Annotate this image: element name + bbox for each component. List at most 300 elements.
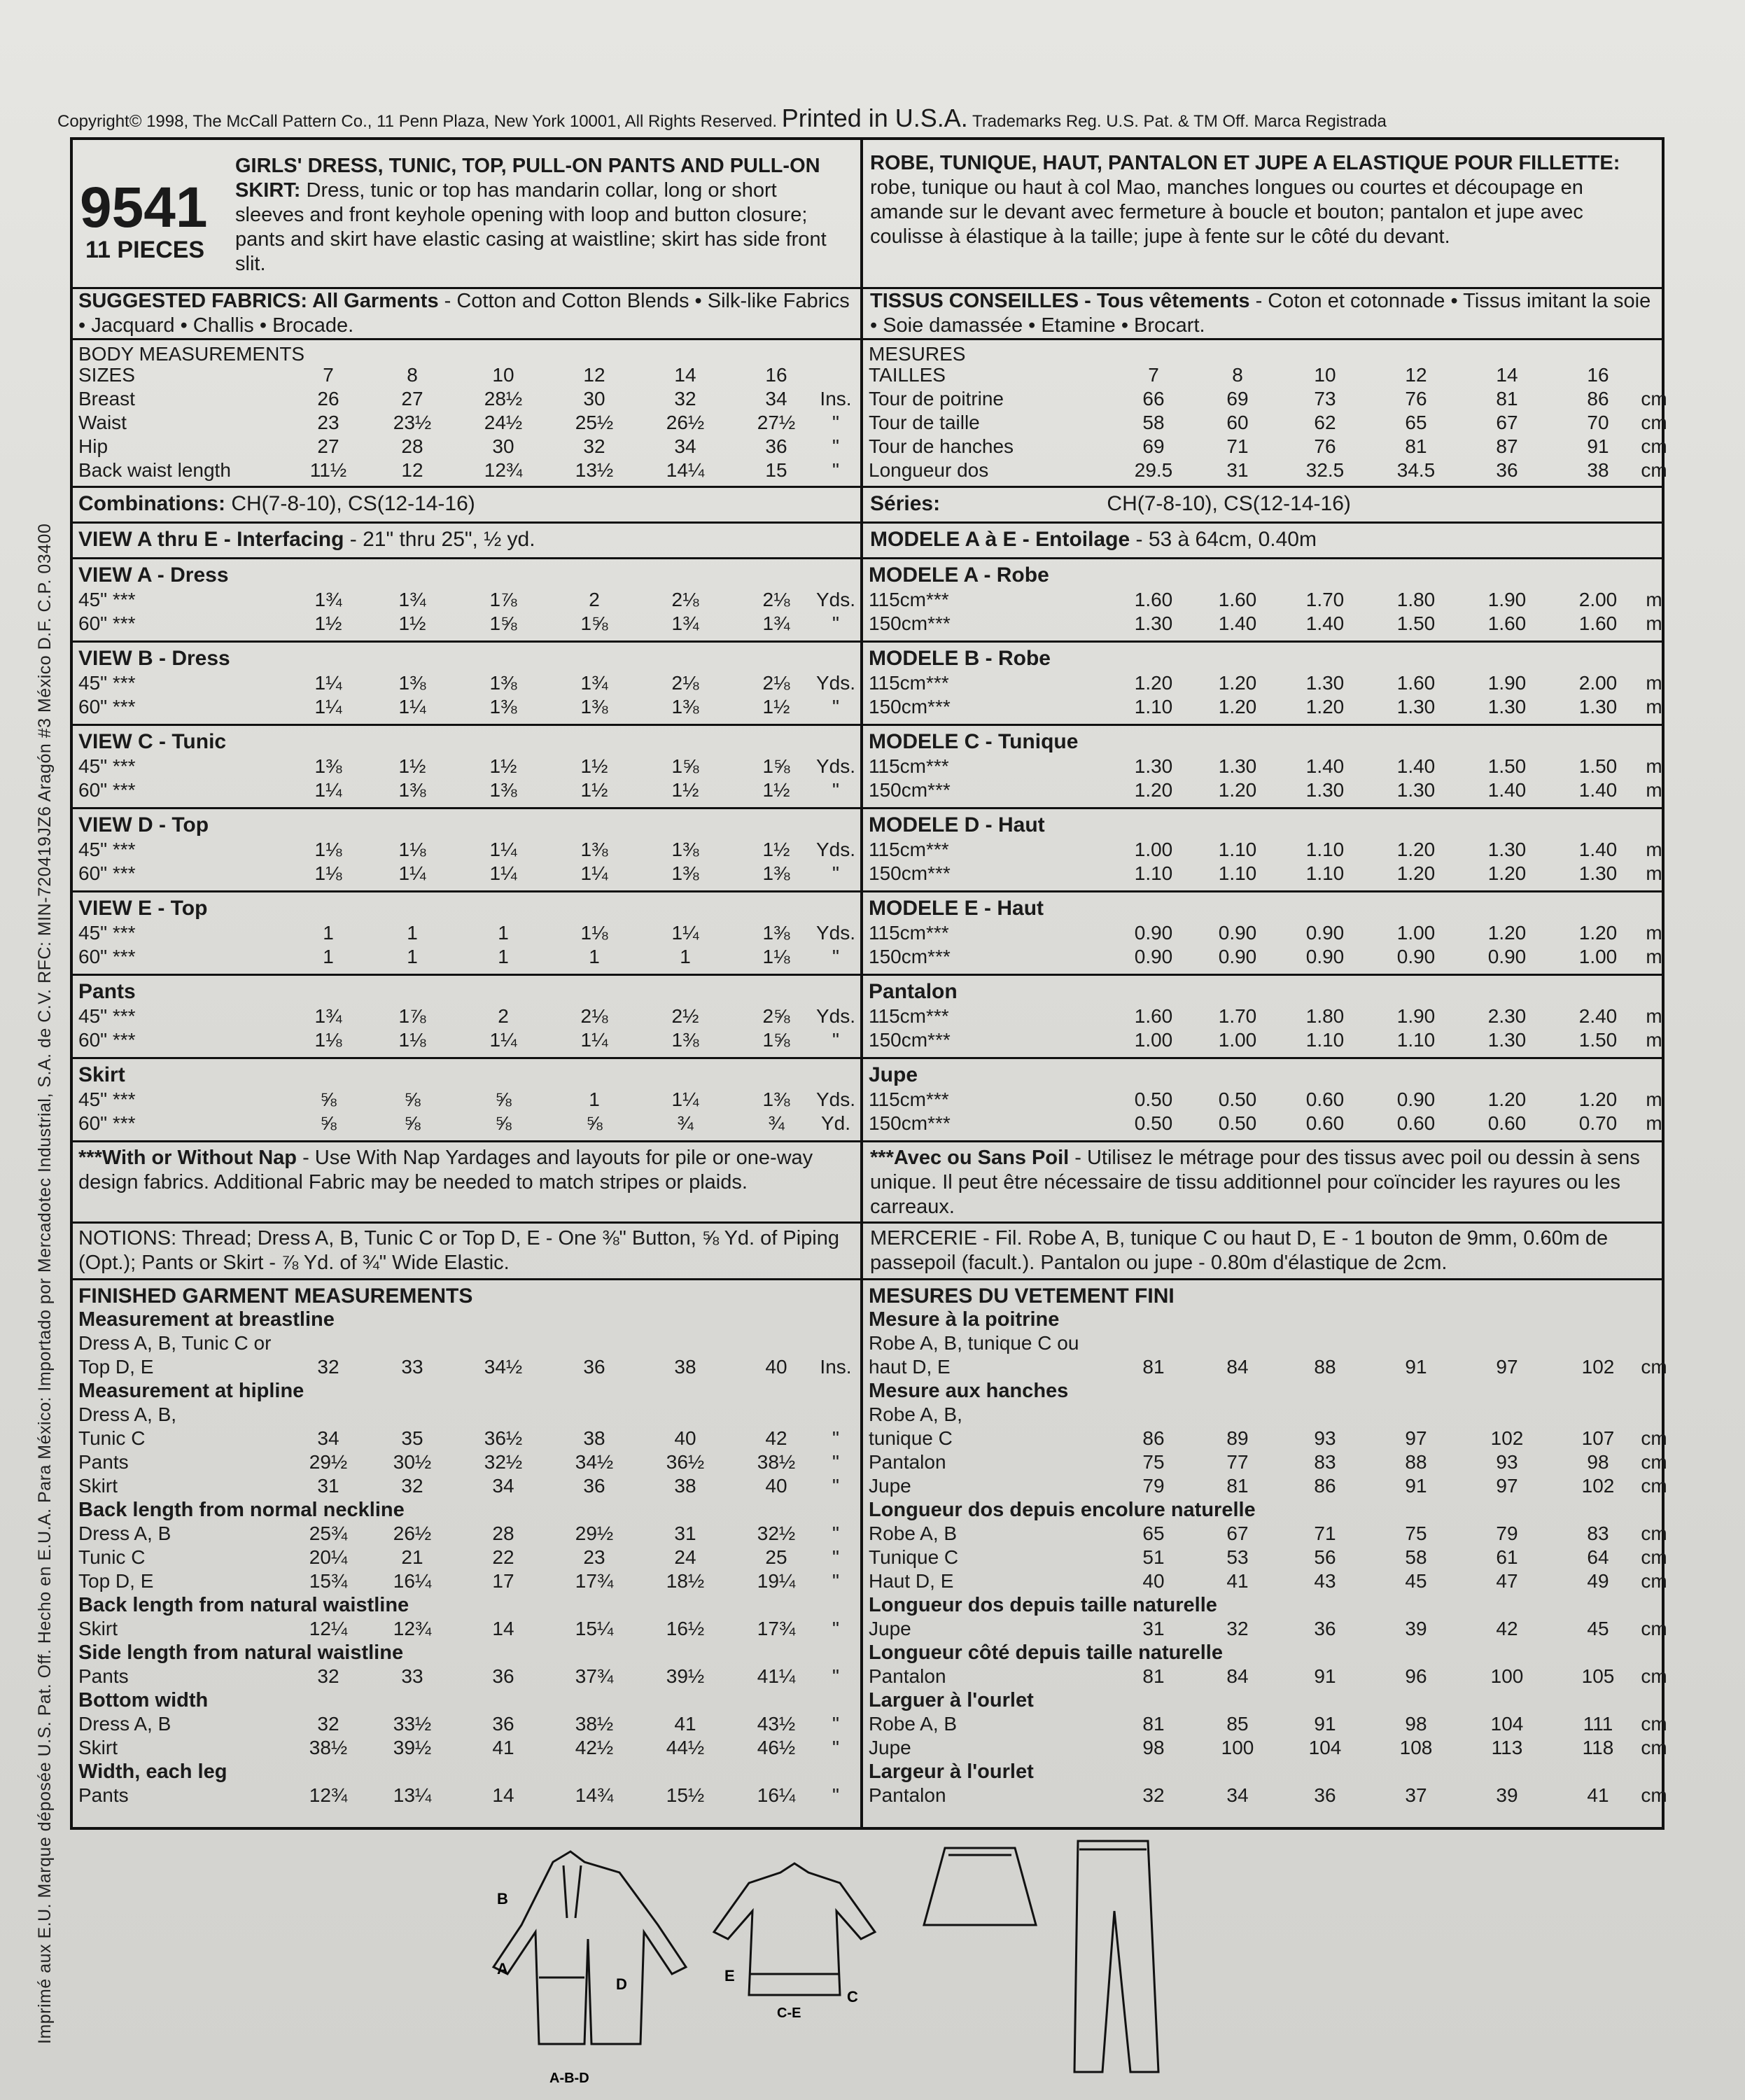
- fr-fabrics: [870, 289, 1654, 338]
- en-view-section: [73, 559, 860, 643]
- en-row-label: 60" ***: [78, 612, 136, 634]
- fr-finished-subheading: Longueur dos depuis encolure naturelle: [869, 1499, 1256, 1521]
- fr-row-unit: m: [1646, 672, 1662, 694]
- en-row-value: 36½: [666, 1451, 705, 1473]
- fr-row-value: 104: [1490, 1713, 1524, 1735]
- fr-title-bold: ROBE, TUNIQUE, HAUT, PANTALON ET JUPE A ELASTIQUE POUR FILLETTE:: [870, 152, 1620, 174]
- en-title: [235, 154, 851, 276]
- fr-row-value: 81: [1142, 1713, 1165, 1735]
- fr-row-value: 0.90: [1134, 922, 1173, 944]
- fr-body-header: MESURES: [869, 343, 966, 365]
- fr-data-row: [863, 589, 1662, 612]
- en-finished-subheading: Back length from natural waistline: [78, 1594, 409, 1616]
- en-row-unit: Yds.: [815, 755, 856, 777]
- en-nap: [78, 1146, 855, 1195]
- dress-caption: A-B-D: [549, 2071, 589, 2086]
- fr-sizes-label: TAILLES: [869, 364, 946, 386]
- en-row-value: 39½: [393, 1737, 432, 1758]
- fr-data-row: [863, 862, 1662, 886]
- fr-data-row: [863, 922, 1662, 946]
- en-data-row: [73, 1427, 860, 1451]
- en-fabrics-text: - Cotton and Cotton Blends • Silk-like Fabrics • Jacquard • Challis • Brocade.: [78, 290, 850, 337]
- fr-row-value: 67: [1226, 1522, 1249, 1544]
- en-row-value: 25½: [575, 412, 614, 433]
- fr-data-row: [863, 1475, 1667, 1499]
- fr-row-label: Robe A, B: [869, 1713, 958, 1735]
- fr-row-value: 85: [1226, 1713, 1249, 1735]
- fr-size-value: 14: [1496, 364, 1518, 386]
- en-row-value: 1½: [398, 755, 426, 777]
- en-row-value: 1¼: [314, 779, 342, 801]
- fr-row-value: 76: [1314, 435, 1336, 457]
- en-row-value: 1½: [314, 612, 342, 634]
- en-row-value: 1¼: [314, 672, 342, 694]
- en-row-label: Dress A, B: [78, 1713, 171, 1735]
- fr-finished-measurements: [863, 1280, 1667, 1827]
- fr-row-value: 39: [1405, 1618, 1427, 1639]
- en-row-value: 12¼: [309, 1618, 348, 1639]
- en-row-value: 15½: [666, 1784, 705, 1806]
- en-row-value: 27: [401, 388, 423, 410]
- en-sizes-row: [73, 364, 860, 388]
- fr-row-value: 1.40: [1305, 755, 1345, 777]
- en-row-value: 38½: [309, 1737, 348, 1758]
- en-row-value: 1: [680, 946, 691, 967]
- en-size-value: 16: [765, 364, 787, 386]
- en-row-value: 2⅝: [762, 1005, 790, 1027]
- en-row-value: 39½: [666, 1665, 705, 1687]
- en-row-value: 26½: [393, 1522, 432, 1544]
- en-interfacing-value: - 21" thru 25", ½ yd.: [349, 528, 535, 551]
- en-row-value: 1: [323, 922, 334, 944]
- en-row-value: 1⅜: [398, 672, 426, 694]
- en-row-unit: ": [832, 1451, 839, 1473]
- en-row-value: ⅝: [320, 1112, 337, 1134]
- en-view-section: [73, 976, 860, 1059]
- fr-row-value: 83: [1314, 1451, 1336, 1473]
- en-notions-section: [73, 1224, 860, 1280]
- fr-row-value: 38: [1587, 459, 1609, 481]
- fr-finished-header: MESURES DU VETEMENT FINI: [869, 1284, 1175, 1308]
- fr-row-value: 1.10: [1218, 839, 1257, 860]
- fr-row-value: 36: [1496, 459, 1518, 481]
- en-row-label: Breast: [78, 388, 135, 410]
- en-row-value: 36: [765, 435, 787, 457]
- fr-row-value: 1.90: [1396, 1005, 1436, 1027]
- fr-row-unit: cm: [1641, 1451, 1667, 1473]
- en-row-value: 15: [765, 459, 787, 481]
- en-finished-subheading: Measurement at breastline: [78, 1308, 335, 1331]
- fr-row-value: 0.50: [1134, 1088, 1173, 1110]
- en-row-value: ⅝: [586, 1112, 603, 1134]
- fr-row-value: 49: [1587, 1570, 1609, 1592]
- fr-row-unit: cm: [1641, 412, 1667, 433]
- fr-row-value: 1.20: [1134, 672, 1173, 694]
- en-row-value: 30: [492, 435, 514, 457]
- printed-in-text: Printed in U.S.A.: [781, 104, 968, 132]
- en-data-row: [73, 1713, 860, 1737]
- en-row-value: 28½: [484, 388, 523, 410]
- en-row-value: 1½: [580, 779, 608, 801]
- en-row-value: 2⅛: [762, 672, 790, 694]
- en-finished-subheading: Side length from natural waistline: [78, 1642, 404, 1664]
- en-row-value: 1⅜: [762, 862, 790, 884]
- en-row-value: 1⅝: [580, 612, 608, 634]
- en-view-title: VIEW D - Top: [78, 813, 209, 836]
- fr-row-label: 150cm***: [869, 1029, 951, 1051]
- en-data-row: [73, 1737, 860, 1760]
- fr-row-value: 67: [1496, 412, 1518, 433]
- fr-row-value: 81: [1142, 1356, 1165, 1378]
- en-row-value: 36½: [484, 1427, 523, 1449]
- en-row-value: 25¾: [309, 1522, 348, 1544]
- en-row-value: 1¼: [489, 862, 517, 884]
- fr-row-value: 53: [1226, 1546, 1249, 1568]
- fr-row-value: 105: [1581, 1665, 1615, 1687]
- en-row-value: 1⅜: [314, 755, 342, 777]
- en-row-value: 20¼: [309, 1546, 348, 1568]
- fr-data-row: [863, 1737, 1667, 1760]
- en-row-value: 1¼: [580, 1029, 608, 1051]
- fr-row-value: 84: [1226, 1356, 1249, 1378]
- fr-data-row: [863, 1451, 1667, 1475]
- fr-row-value: 86: [1314, 1475, 1336, 1497]
- fr-row-value: 0.60: [1396, 1112, 1436, 1134]
- en-row-value: 18½: [666, 1570, 705, 1592]
- en-row-value: 29½: [575, 1522, 614, 1544]
- fr-row-value: 0.60: [1305, 1112, 1345, 1134]
- fr-row-value: 60: [1226, 412, 1249, 433]
- en-view-section: [73, 643, 860, 726]
- fr-row-value: 1.40: [1578, 839, 1618, 860]
- fr-row-value: 86: [1142, 1427, 1165, 1449]
- en-row-label: Tunic C: [78, 1546, 146, 1568]
- fr-row-value: 98: [1405, 1713, 1427, 1735]
- en-row-value: 1½: [762, 696, 790, 718]
- en-sizes-label: SIZES: [78, 364, 135, 386]
- en-row-value: 16¼: [757, 1784, 796, 1806]
- fr-row-value: 0.60: [1305, 1088, 1345, 1110]
- en-row-unit: ": [832, 612, 839, 634]
- en-row-value: 24: [674, 1546, 696, 1568]
- fr-row-value: 1.90: [1487, 672, 1527, 694]
- fr-notions-section: [863, 1224, 1662, 1280]
- fr-nap-text: - Utilisez le métrage pour des tissus avec poil ou dessin à sens unique. Il peut être nécessaire de tissu additionnel pour coïncider les rayures ou les carreaux.: [870, 1147, 1640, 1218]
- en-data-row: [73, 696, 860, 720]
- fr-title-desc: robe, tunique ou haut à col Mao, manches longues ou courtes et découpage en amande sur le devant avec fermeture à boucle et bouton; pantalon et jupe avec coulisse à élastique à la taille; jupe à fente sur le côté du devant.: [870, 176, 1583, 248]
- fr-finished-subheading: Mesure aux hanches: [869, 1380, 1069, 1402]
- en-fabrics-section: [73, 289, 860, 340]
- en-row-value: 40: [765, 1475, 787, 1497]
- fr-fabrics-bold: TISSUS CONSEILLES - Tous vêtements: [870, 290, 1250, 312]
- en-row-unit: ": [832, 412, 839, 433]
- en-row-value: 1: [498, 946, 509, 967]
- fr-row-value: 41: [1226, 1570, 1249, 1592]
- fr-row-value: 1.20: [1578, 1088, 1618, 1110]
- fr-interfacing-section: [863, 524, 1662, 559]
- fr-row-value: 1.10: [1134, 696, 1173, 718]
- fr-finished-subheading: Mesure à la poitrine: [869, 1308, 1060, 1331]
- en-row-value: 1½: [762, 779, 790, 801]
- fr-data-row: [863, 435, 1667, 459]
- fr-row-value: 84: [1226, 1665, 1249, 1687]
- fr-row-value: 71: [1226, 435, 1249, 457]
- en-row-value: 1¼: [580, 862, 608, 884]
- fr-row-value: 1.30: [1305, 672, 1345, 694]
- en-data-row: [73, 1005, 860, 1029]
- en-row-unit: ": [832, 1618, 839, 1639]
- en-row-unit: Yd.: [820, 1112, 851, 1134]
- en-row-value: ⅝: [495, 1112, 512, 1134]
- fr-row-unit: cm: [1641, 1618, 1667, 1639]
- trademark-text: Trademarks Reg. U.S. Pat. & TM Off. Marca Registrada: [972, 112, 1387, 131]
- fr-data-row: [863, 612, 1662, 636]
- dress-letter-b: B: [497, 1890, 508, 1907]
- en-data-row: [73, 1356, 860, 1380]
- en-row-value: ⅝: [404, 1112, 421, 1134]
- en-row-value: 2: [589, 589, 600, 610]
- en-combinations-value: CH(7-8-10), CS(12-14-16): [231, 492, 475, 515]
- fr-row-value: 98: [1587, 1451, 1609, 1473]
- pants-illustration: [1074, 1841, 1158, 2072]
- fr-row-value: 0.90: [1487, 946, 1527, 967]
- en-row-value: 1⅞: [398, 1005, 426, 1027]
- fr-row-value: 71: [1314, 1522, 1336, 1544]
- fr-row-value: 93: [1314, 1427, 1336, 1449]
- en-row-value: 1: [589, 1088, 600, 1110]
- en-finished-subheading: Back length from normal neckline: [78, 1499, 405, 1521]
- en-row-value: 2: [498, 1005, 509, 1027]
- fr-row-unit: m: [1646, 862, 1662, 884]
- fr-row-value: 1.00: [1396, 922, 1436, 944]
- en-finished-measurements: [73, 1280, 860, 1827]
- fr-data-row: [863, 459, 1667, 483]
- en-data-row: [73, 672, 860, 696]
- en-row-unit: Yds.: [815, 672, 856, 694]
- fr-row-value: 2.30: [1487, 1005, 1527, 1027]
- en-row-value: 24½: [484, 412, 523, 433]
- en-row-value: 19¼: [757, 1570, 796, 1592]
- en-row-value: 33: [401, 1356, 423, 1378]
- fr-view-section: [863, 1059, 1662, 1142]
- en-data-row: [73, 779, 860, 803]
- fr-view-title: MODELE C - Tunique: [869, 730, 1079, 753]
- fr-row-value: 1.60: [1578, 612, 1618, 634]
- fr-row-value: 2.00: [1578, 589, 1618, 610]
- en-row-value: 12: [401, 459, 423, 481]
- en-row-value: 1⅜: [580, 839, 608, 860]
- info-frame: [70, 137, 1665, 1830]
- en-row-value: 28: [492, 1522, 514, 1544]
- fr-row-label: 115cm***: [869, 1088, 949, 1110]
- en-row-unit: ": [832, 862, 839, 884]
- fr-row-value: 0.90: [1305, 922, 1345, 944]
- fr-row-value: 69: [1226, 388, 1249, 410]
- fr-finished-subheading: Larguer à l'ourlet: [869, 1689, 1034, 1712]
- fr-row-value: 1.30: [1578, 696, 1618, 718]
- en-row-unit: ": [832, 1570, 839, 1592]
- en-row-value: 1¾: [314, 1005, 342, 1027]
- en-row-label: Waist: [78, 412, 127, 433]
- en-row-value: ⅝: [320, 1088, 337, 1110]
- fr-data-row: [863, 1427, 1667, 1451]
- fr-sizes-row: [863, 364, 1662, 388]
- en-row-unit: ": [832, 1546, 839, 1568]
- fr-data-row: [863, 412, 1667, 435]
- en-fabrics: [78, 289, 855, 338]
- fr-row-unit: m: [1646, 612, 1662, 634]
- en-row-label: Pants: [78, 1451, 129, 1473]
- en-row-value: 44½: [666, 1737, 705, 1758]
- fr-row-value: 31: [1226, 459, 1249, 481]
- fr-row-label: Pantalon: [869, 1451, 946, 1473]
- en-combinations-section: [73, 488, 860, 524]
- fr-row-value: 1.20: [1134, 779, 1173, 801]
- en-row-label: Skirt: [78, 1737, 118, 1758]
- fr-row-value: 1.40: [1487, 779, 1527, 801]
- en-size-value: 12: [583, 364, 605, 386]
- fr-row-value: 88: [1314, 1356, 1336, 1378]
- en-row-value: 16¼: [393, 1570, 432, 1592]
- fr-data-row: [863, 1618, 1667, 1642]
- fr-data-row: [863, 946, 1662, 969]
- en-row-value: 30½: [393, 1451, 432, 1473]
- en-row-value: 23½: [393, 412, 432, 433]
- fr-row-value: 91: [1405, 1356, 1427, 1378]
- en-row-value: 34: [674, 435, 696, 457]
- fr-row-label: Robe A, B: [869, 1522, 958, 1544]
- fr-row-unit: cm: [1641, 1784, 1667, 1806]
- fr-title-section: [863, 140, 1662, 289]
- fr-data-row: [863, 1570, 1667, 1594]
- fr-row-value: 1.30: [1487, 839, 1527, 860]
- en-row-value: 1¾: [398, 589, 426, 610]
- en-row-value: 40: [674, 1427, 696, 1449]
- en-row-label: 45" ***: [78, 755, 136, 777]
- fr-fabrics-text: - Coton et cotonnade • Tissus imitant la soie • Soie damassée • Etamine • Brocart.: [870, 290, 1651, 337]
- en-row-unit: ": [832, 696, 839, 718]
- en-row-value: 38: [674, 1356, 696, 1378]
- en-view-title: VIEW E - Top: [78, 897, 208, 920]
- en-interfacing-bold: VIEW A thru E - Interfacing: [78, 528, 344, 551]
- fr-combinations: [870, 492, 1351, 516]
- fr-row-value: 104: [1308, 1737, 1342, 1758]
- en-row-value: 12¾: [484, 459, 523, 481]
- fr-row-value: 1.00: [1134, 839, 1173, 860]
- fr-row-value: 36: [1314, 1618, 1336, 1639]
- en-row-value: 26: [317, 388, 339, 410]
- en-row-value: 27: [317, 435, 339, 457]
- fr-row-value: 37: [1405, 1784, 1427, 1806]
- en-row-value: 1⅜: [489, 672, 517, 694]
- fr-row-value: 91: [1314, 1665, 1336, 1687]
- en-row-value: 15¼: [575, 1618, 614, 1639]
- fr-row-label: 150cm***: [869, 1112, 951, 1134]
- en-row-label: Hip: [78, 435, 108, 457]
- fr-row-value: 1.20: [1487, 1088, 1527, 1110]
- en-row-value: 1⅝: [671, 755, 699, 777]
- en-data-row: [73, 1618, 860, 1642]
- fr-row-label: tunique C: [869, 1427, 953, 1449]
- fr-row-value: 66: [1142, 388, 1165, 410]
- fr-row-unit: m: [1646, 755, 1662, 777]
- en-row-value: 14¼: [666, 459, 705, 481]
- en-row-unit: Ins.: [820, 1356, 852, 1378]
- en-row-value: 12¾: [393, 1618, 432, 1639]
- en-row-value: 1½: [489, 755, 517, 777]
- fr-row-label: Tour de poitrine: [869, 388, 1004, 410]
- en-data-row: [73, 589, 860, 612]
- fr-row-value: 34.5: [1396, 459, 1436, 481]
- en-row-value: 1⅜: [671, 696, 699, 718]
- fr-row-value: 76: [1405, 388, 1427, 410]
- fr-data-row: [863, 672, 1662, 696]
- en-row-unit: ": [832, 1784, 839, 1806]
- fr-row-value: 62: [1314, 412, 1336, 433]
- en-row-unit: ": [832, 1427, 839, 1449]
- en-row-value: 1⅛: [314, 862, 342, 884]
- en-title-desc: Dress, tunic or top has mandarin collar, long or short sleeves and front keyhole opening with loop and button closure; pants and skirt have elastic casing at waistline; skirt has side front slit.: [235, 179, 827, 275]
- fr-row-value: 1.20: [1218, 779, 1257, 801]
- fr-row-unit: m: [1646, 589, 1662, 610]
- fr-row-value: 0.90: [1218, 922, 1257, 944]
- en-data-row: [73, 459, 860, 483]
- tunic-letter-e: E: [724, 1967, 735, 1984]
- en-row-value: 31: [317, 1475, 339, 1497]
- en-view-title: Pants: [78, 980, 136, 1003]
- en-row-value: 1⅛: [398, 1029, 426, 1051]
- en-row-value: 33½: [393, 1713, 432, 1735]
- fr-row-value: 64: [1587, 1546, 1609, 1568]
- fr-row-unit: m: [1646, 839, 1662, 860]
- fr-row-value: 32: [1142, 1784, 1165, 1806]
- fr-row-label: Pantalon: [869, 1784, 946, 1806]
- en-data-row: [73, 1475, 860, 1499]
- fr-row-unit: m: [1646, 779, 1662, 801]
- en-row-value: 32: [317, 1665, 339, 1687]
- fr-row-value: 40: [1142, 1570, 1165, 1592]
- fr-row-value: 107: [1581, 1427, 1615, 1449]
- en-row-value: 1¼: [398, 696, 426, 718]
- fr-row-value: 1.10: [1305, 862, 1345, 884]
- en-row-unit: ": [832, 779, 839, 801]
- fr-row-value: 0.50: [1218, 1088, 1257, 1110]
- en-data-row: [73, 1784, 860, 1808]
- en-row-value: 34½: [484, 1356, 523, 1378]
- fr-row-value: 51: [1142, 1546, 1165, 1568]
- fr-data-row: [863, 1522, 1667, 1546]
- fr-row-value: 1.80: [1396, 589, 1436, 610]
- fr-row-label: 115cm***: [869, 672, 949, 694]
- en-data-row: [73, 1451, 860, 1475]
- pieces-count: 11 PIECES: [85, 237, 205, 263]
- en-row-value: 1¼: [314, 696, 342, 718]
- fr-row-value: 1.40: [1218, 612, 1257, 634]
- en-row-value: 41: [492, 1737, 514, 1758]
- en-row-value: 34: [317, 1427, 339, 1449]
- fr-row-value: 77: [1226, 1451, 1249, 1473]
- fr-row-label: haut D, E: [869, 1356, 951, 1378]
- fr-row-value: 97: [1405, 1427, 1427, 1449]
- pattern-number: 9541: [80, 176, 208, 239]
- fr-data-row: [863, 388, 1667, 412]
- en-row-value: 23: [317, 412, 339, 433]
- en-row-value: 14¾: [575, 1784, 614, 1806]
- en-row-label: Dress A, B: [78, 1522, 171, 1544]
- fr-nap: [870, 1146, 1654, 1219]
- fr-row-value: 47: [1496, 1570, 1518, 1592]
- fr-size-value: 12: [1405, 364, 1427, 386]
